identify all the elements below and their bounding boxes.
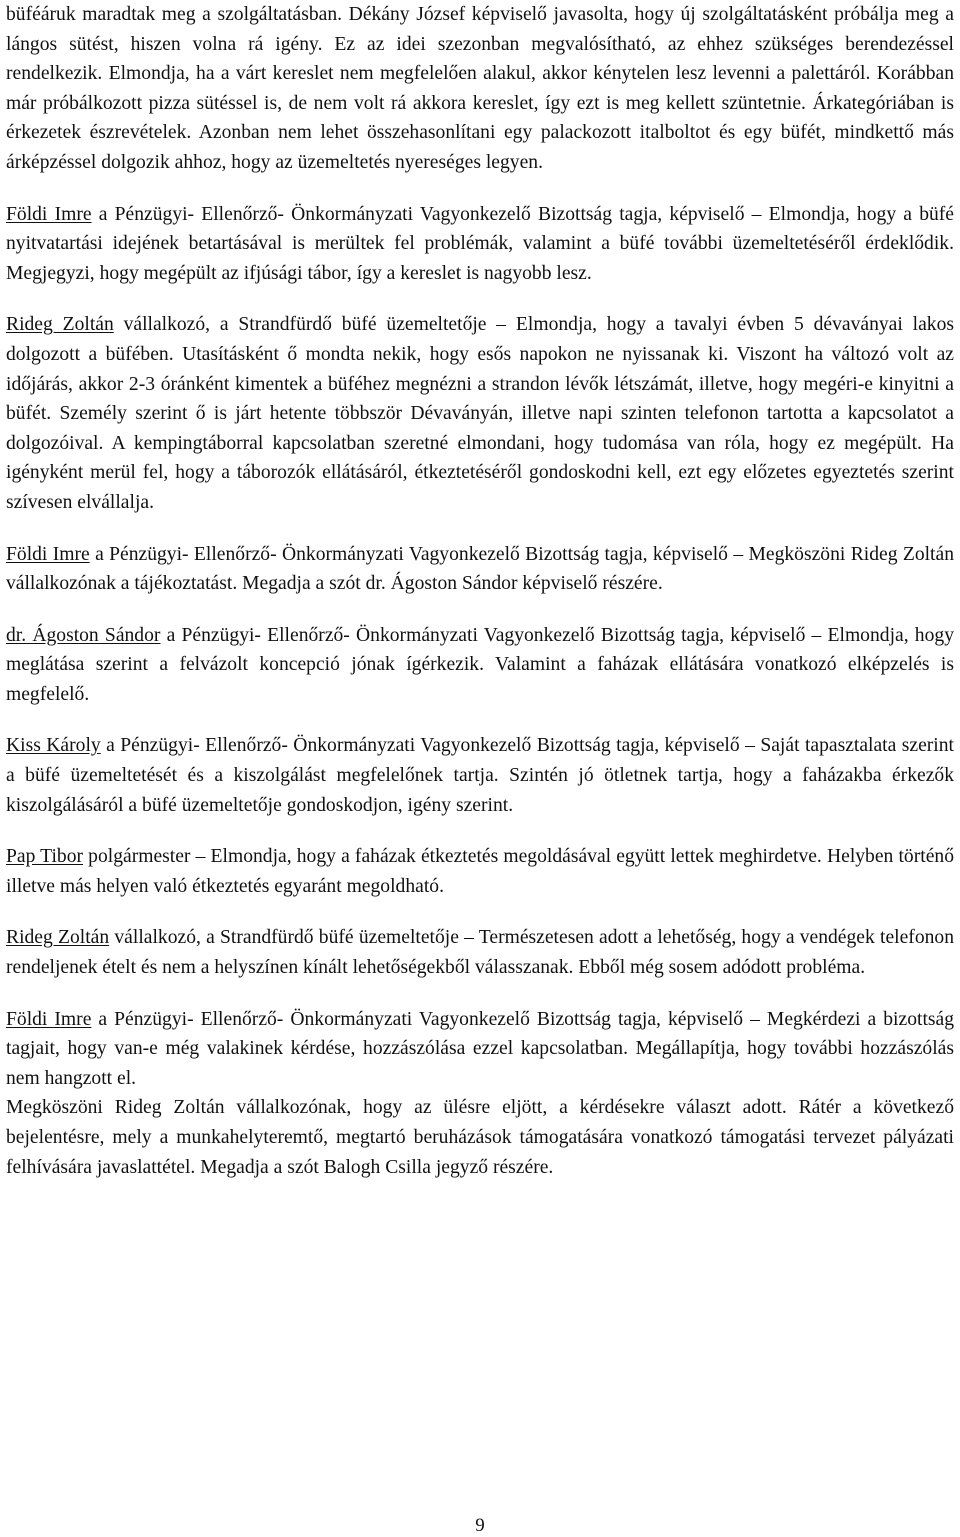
paragraph-text: vállalkozó, a Strandfürdő büfé üzemeltetője – Elmondja, hogy a tavalyi évben 5 dévaványai lakos dolgozott a büfében. Utasításként ő mondta nekik, hogy esős napokon ne nyissanak ki. Viszont ha változó volt az időjárás, akkor 2-3 óránként kimentek a büféhez megnézni a strandon lévők létszámát, illetve, hogy megéri-e kinyitni a büfét. Személy szerint ő is járt hetente többször Dévaványán, illetve napi szinten telefonon tartotta a kapcsolatot a dolgozóival. A kempingtáborral kapcsolatban szeretné elmondani, hogy tudomása van róla, hogy ez megépült. Ha igényként merül fel, hogy a táborozók ellátásáról, étkeztetéséről gondoskodni kell, ezt egy előzetes egyeztetés szerint szívesen elvállalja. bbox=[6, 314, 954, 513]
paragraph-rideg-zoltan-1 bbox=[6, 310, 954, 517]
paragraph-text: a Pénzügyi- Ellenőrző- Önkormányzati Vagyonkezelő Bizottság tagja, képviselő – Elmondja, hogy a büfé nyitvatartási idejének betartásával is merültek fel problémák, valamint a büfé további üzemeltetéséről érdeklődik. Megjegyzi, hogy megépült az ifjúsági tábor, így a kereslet is nagyobb lesz. bbox=[6, 203, 955, 284]
paragraph-foldi-imre-3 bbox=[6, 1005, 954, 1094]
paragraph-kiss-karoly bbox=[6, 731, 954, 820]
page-number: 9 bbox=[475, 1515, 485, 1536]
paragraph-text: a Pénzügyi- Ellenőrző- Önkormányzati Vagyonkezelő Bizottság tagja, képviselő – Megköszöni Rideg Zoltán vállalkozónak a tájékoztatást. Megadja a szót dr. Ágoston Sándor képviselő részére. bbox=[6, 543, 954, 595]
speaker-name: Rideg Zoltán bbox=[6, 314, 114, 336]
paragraph-text: a Pénzügyi- Ellenőrző- Önkormányzati Vagyonkezelő Bizottság tagja, képviselő – Elmondja, hogy meglátása szerint a felvázolt koncepció jónak ígérkezik. Valamint a faházak ellátására vonatkozó elképzelés is megfelelő. bbox=[6, 624, 954, 705]
paragraph-text: vállalkozó, a Strandfürdő büfé üzemeltetője – Természetesen adott a lehetőség, hogy a vendégek telefonon rendeljenek ételt és nem a helyszínen kínált lehetőségekből válasszanak. Ebből még sosem adódott probléma. bbox=[6, 927, 955, 979]
paragraph-buffet-services bbox=[6, 0, 954, 178]
paragraph-foldi-imre-2 bbox=[6, 540, 954, 599]
speaker-name: Pap Tibor bbox=[6, 846, 84, 868]
speaker-name: Kiss Károly bbox=[6, 735, 101, 757]
paragraph-text: büféáruk maradtak meg a szolgáltatásban. Dékány József képviselő javasolta, hogy új szolgáltatásként próbálja meg a lángos sütést, hiszen volna rá igény. Ez az idei szezonban megvalósítható, az ehhez szükséges berendezéssel rendelkezik. Elmondja, ha a várt kereslet nem megfelelően alakul, akkor kénytelen lesz levenni a palettáról. Korábban már próbálkozott pizza sütéssel is, de nem volt rá akkora kereslet, így ezt is meg kellett szüntetnie. Árkategóriában is érkezetek észrevételek. Azonban nem lehet összehasonlítani egy palackozott italboltot és egy büfét, mindkettő más árképzéssel dolgozik ahhoz, hogy az üzemeltetés nyereséges legyen. bbox=[6, 4, 954, 173]
speaker-name: Földi Imre bbox=[6, 203, 92, 225]
speaker-name: Földi Imre bbox=[6, 1008, 92, 1030]
speaker-name: dr. Ágoston Sándor bbox=[6, 624, 161, 646]
speaker-name: Rideg Zoltán bbox=[6, 927, 110, 949]
paragraph-agoston-sandor bbox=[6, 621, 954, 710]
paragraph-rideg-zoltan-2 bbox=[6, 923, 954, 982]
paragraph-pap-tibor bbox=[6, 842, 954, 901]
speaker-name: Földi Imre bbox=[6, 543, 90, 565]
paragraph-foldi-imre-1 bbox=[6, 200, 954, 289]
paragraph-text: a Pénzügyi- Ellenőrző- Önkormányzati Vagyonkezelő Bizottság tagja, képviselő – Saját tapasztalata szerint a büfé üzemeltetését és a kiszolgálást megfelelőnek tartja. Szintén jó ötletnek tartja, hogy a faházakba érkezők kiszolgálásáról a büfé üzemeltetője gondoskodjon, igény szerint. bbox=[6, 735, 954, 816]
paragraph-closing bbox=[6, 1093, 954, 1182]
paragraph-text: a Pénzügyi- Ellenőrző- Önkormányzati Vagyonkezelő Bizottság tagja, képviselő – Megkérdezi a bizottság tagjait, hogy van-e még valakinek kérdése, hozzászólása ezzel kapcsolatban. Megállapítja, hogy további hozzászólás nem hangzott el. bbox=[6, 1008, 955, 1089]
paragraph-text: polgármester – Elmondja, hogy a faházak étkeztetés megoldásával együtt lettek meghirdetve. Helyben történő illetve más helyen való étkeztetés egyaránt megoldható. bbox=[6, 846, 954, 897]
paragraph-text: Megköszöni Rideg Zoltán vállalkozónak, hogy az ülésre eljött, a kérdésekre választ adott. Rátér a következő bejelentésre, mely a munkahelyteremtő, megtartó beruházások támogatására vonatkozó támogatási tervezet pályázati felhívására javaslattétel. Megadja a szót Balogh Csilla jegyző részére. bbox=[6, 1097, 954, 1178]
